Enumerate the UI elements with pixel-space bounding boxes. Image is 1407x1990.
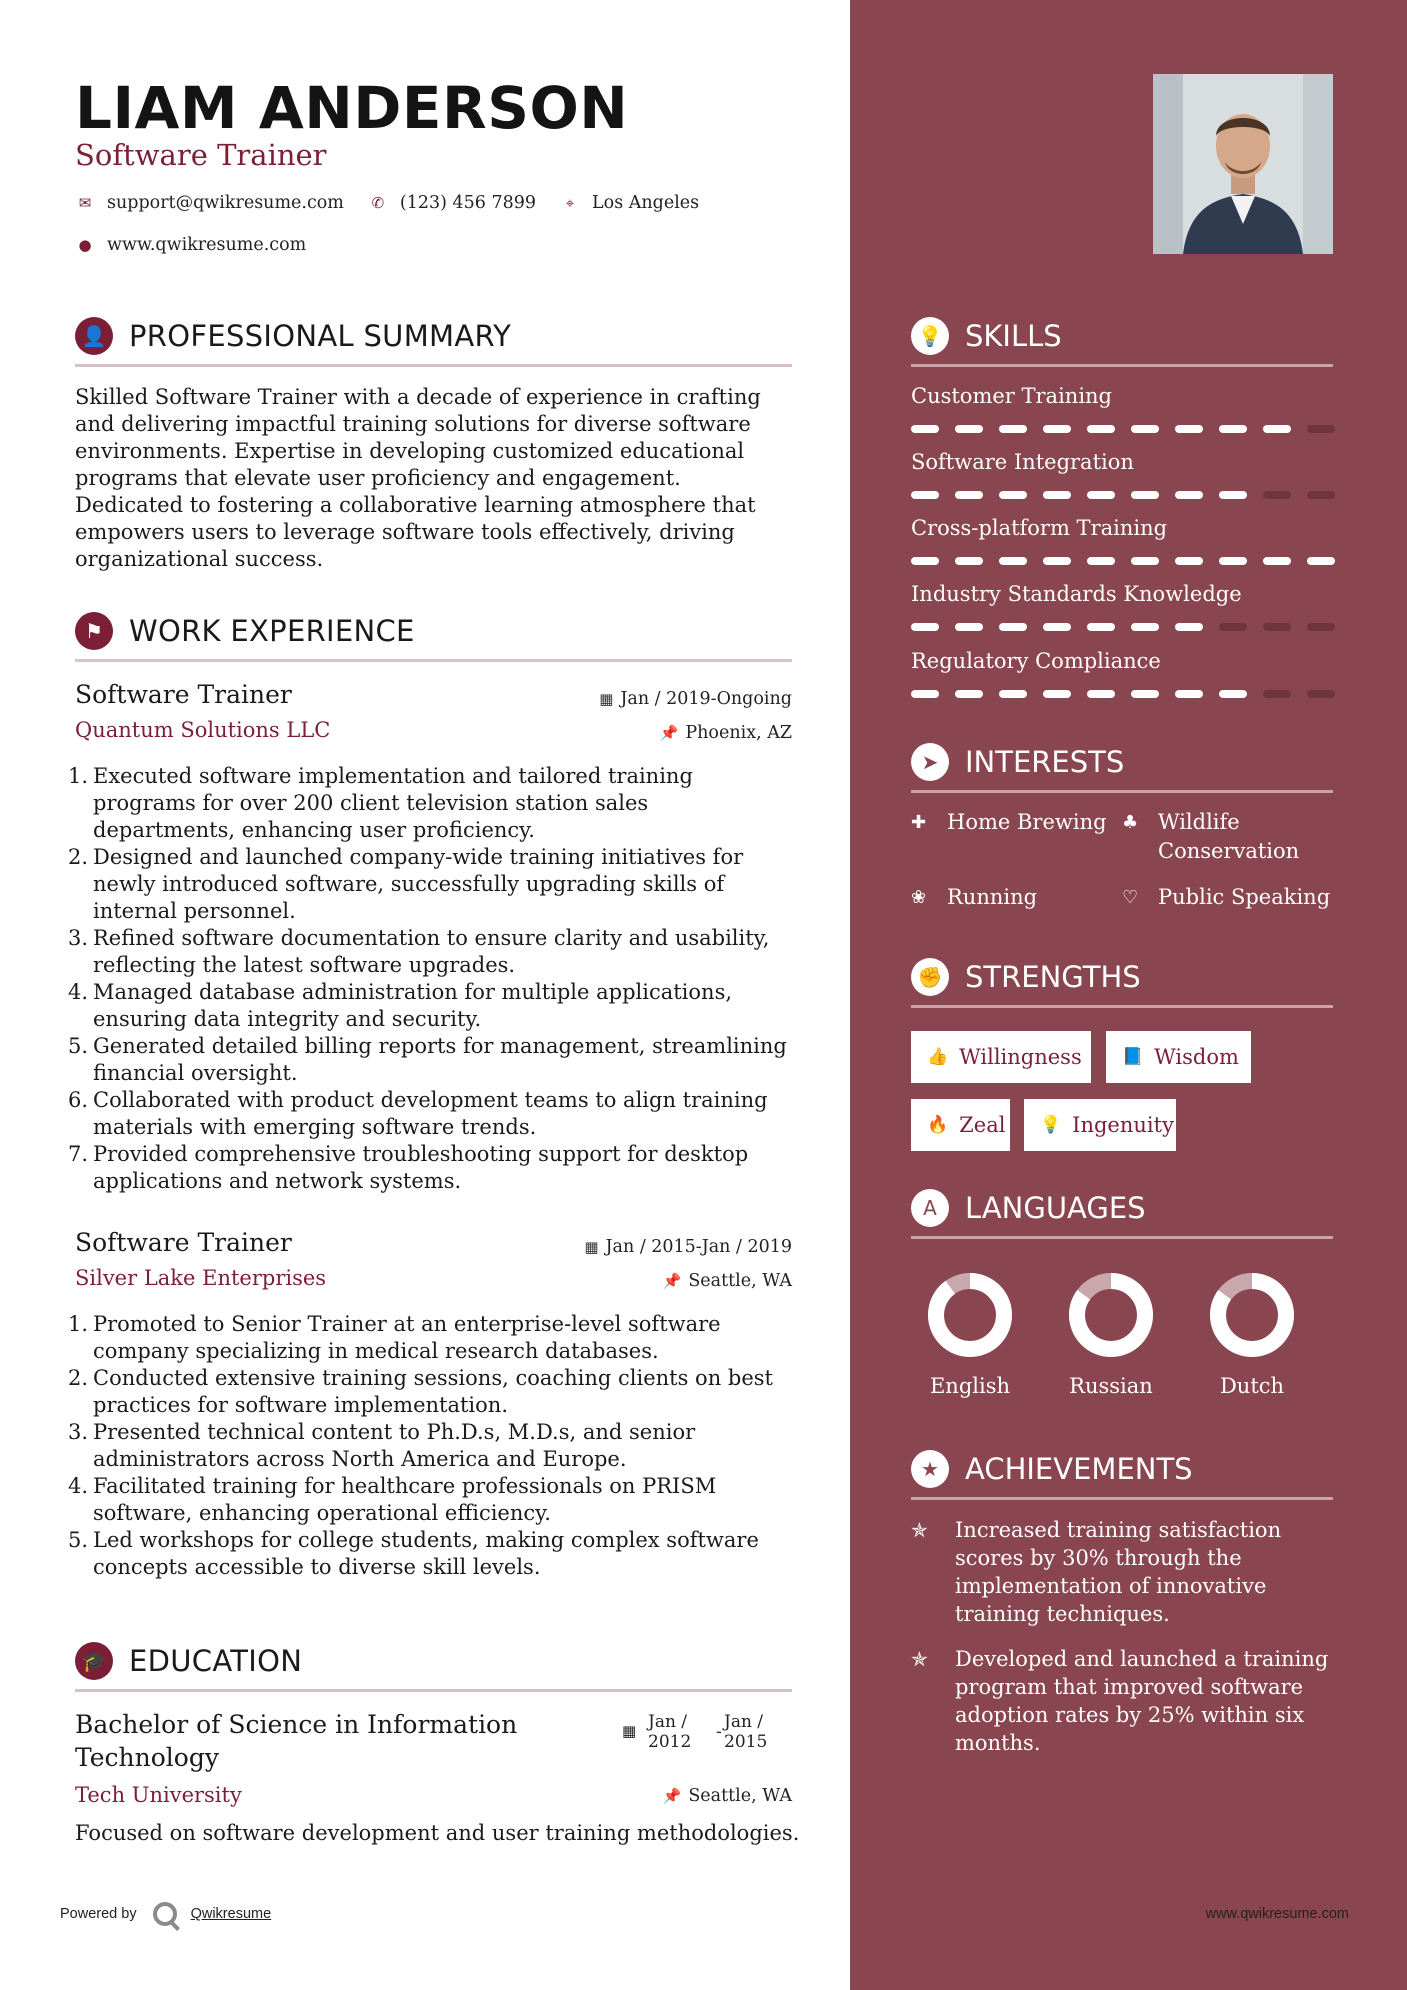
strength-chip (1106, 1031, 1251, 1083)
summary-title: PROFESSIONAL SUMMARY (129, 319, 512, 353)
achievements-title: ACHIEVEMENTS (965, 1452, 1193, 1486)
job-dates-text: Jan / 2015-Jan / 2019 (605, 1237, 792, 1257)
star-badge-icon: ★ (911, 1450, 949, 1488)
languages-heading (911, 1189, 1146, 1227)
website-link[interactable]: www.qwikresume.com (107, 235, 307, 255)
interest-item (911, 808, 1107, 837)
flame-icon: 🔥 (927, 1115, 949, 1135)
skills-title: SKILLS (965, 319, 1062, 353)
experience-rule (75, 659, 792, 662)
powered-by-text: Powered by (60, 1906, 137, 1922)
education-rule (75, 1689, 792, 1692)
skills-heading (911, 317, 1062, 355)
interest-label: Home Brewing (947, 810, 1107, 834)
skill-segment (1043, 623, 1071, 631)
achievements-rule (911, 1497, 1333, 1500)
job-bullets (68, 1311, 795, 1581)
skill-segment (1263, 491, 1291, 499)
skill-segment (1307, 491, 1335, 499)
list-item: 4. Managed database administration for multiple applications, ensuring data integrity and security. (68, 980, 733, 1031)
skill-segment (1087, 690, 1115, 698)
list-item: 2. Conducted extensive training sessions, coaching clients on best practices for software implementation. (68, 1366, 773, 1417)
skill-segment (1087, 623, 1115, 631)
strengths-rule (911, 1005, 1333, 1008)
list-item: 2. Designed and launched company-wide training initiatives for newly introduced software, successfully upgrading skills of internal personnel. (68, 845, 744, 923)
strength-label: Willingness (959, 1045, 1082, 1069)
skill-segment (911, 557, 939, 565)
list-item: 5. Led workshops for college students, making complex software concepts accessible to diverse skill levels. (68, 1528, 759, 1579)
skill-segment (1263, 425, 1291, 433)
skill-segment (1307, 557, 1335, 565)
skill-segment (1131, 623, 1159, 631)
skill-segment (1263, 557, 1291, 565)
heartbeat-icon: ♡ (1122, 887, 1139, 908)
skill-segment (911, 690, 939, 698)
skill-segment (1087, 425, 1115, 433)
profile-photo (1153, 74, 1333, 254)
list-item: 4. Facilitated training for healthcare professionals on PRISM software, enhancing operational efficiency. (68, 1474, 717, 1525)
language-label: Dutch (1219, 1374, 1285, 1398)
language-icon: A (911, 1189, 949, 1227)
achievement-text: Developed and launched a training program that improved software adoption rates by 25% within six months. (955, 1647, 1329, 1755)
chair-icon: ⚑ (75, 612, 113, 650)
skill-segment (1175, 623, 1203, 631)
skill-segment (1219, 557, 1247, 565)
strength-chip (911, 1099, 1010, 1151)
skill-segment (999, 623, 1027, 631)
skill-segment (955, 425, 983, 433)
contact-row-2 (75, 235, 306, 255)
skill-segment (1131, 491, 1159, 499)
puzzle-icon: ✚ (911, 812, 927, 833)
skill-segment (1043, 557, 1071, 565)
language-donut (928, 1273, 1012, 1357)
skill-segment (1175, 425, 1203, 433)
interest-label: Wildlife Conservation (1158, 810, 1300, 863)
tree-icon: ♣ (1122, 812, 1139, 833)
strength-label: Zeal (959, 1113, 1006, 1137)
user-icon: 👤 (75, 317, 113, 355)
pin-icon: 📌 (659, 724, 679, 742)
skill-segment (1087, 557, 1115, 565)
language-donut (1210, 1273, 1294, 1357)
skill-segment (955, 491, 983, 499)
job-dates-text: Jan / 2019-Ongoing (620, 689, 792, 709)
strength-chip (911, 1031, 1091, 1083)
skill-segment (955, 557, 983, 565)
skill-segment (999, 557, 1027, 565)
interests-heading (911, 743, 1124, 781)
language-label: English (929, 1374, 1011, 1398)
achievement-text: Increased training satisfaction scores by 30% through the implementation of innovative training techniques. (955, 1518, 1282, 1626)
shooting-star-icon: ✯ (911, 1518, 928, 1542)
phone-icon: ✆ (371, 194, 385, 212)
languages-rule (911, 1236, 1333, 1239)
achievement-item (911, 1645, 1333, 1757)
skill-segment (1263, 623, 1291, 631)
education-degree: Bachelor of Science in Information Technology (75, 1710, 518, 1772)
list-item: 3. Refined software documentation to ensure clarity and usability, reflecting the latest software upgrades. (68, 926, 770, 977)
summary-rule (75, 364, 792, 367)
footer-url[interactable]: www.qwikresume.com (1205, 1906, 1349, 1922)
skill-segment (999, 690, 1027, 698)
paper-plane-icon: ➤ (911, 743, 949, 781)
skill-bar (911, 557, 1335, 565)
skill-segment (1307, 425, 1335, 433)
job-title: Software Trainer (75, 680, 292, 709)
list-item: 7. Provided comprehensive troubleshooting support for desktop applications and network systems. (68, 1142, 749, 1193)
skill-segment (999, 425, 1027, 433)
skill-segment (1043, 491, 1071, 499)
job-location (663, 1271, 792, 1291)
list-item: 1. Promoted to Senior Trainer at an enterprise-level software company specializing in medical research databases. (68, 1312, 721, 1363)
skill-segment (1307, 623, 1335, 631)
envelope-icon: ✉ (78, 194, 92, 212)
footer-powered (60, 1902, 271, 1926)
job-location-text: Phoenix, AZ (685, 723, 792, 743)
strength-label: Wisdom (1154, 1045, 1239, 1069)
skill-segment (1131, 557, 1159, 565)
skill-segment (911, 491, 939, 499)
calendar-icon: ▦ (622, 1722, 637, 1740)
calendar-icon: ▦ (584, 1238, 599, 1256)
job-dates (599, 689, 792, 709)
skill-segment (1131, 425, 1159, 433)
person-portrait-icon (1153, 74, 1333, 254)
education-location (663, 1786, 792, 1806)
skill-segment (1175, 491, 1203, 499)
job-bullets (68, 763, 795, 1195)
email-link[interactable]: support@qwikresume.com (107, 193, 344, 213)
map-marker-icon: ⌖ (565, 194, 575, 212)
skill-bar (911, 690, 1335, 698)
skills-rule (911, 364, 1333, 367)
skill-segment (1219, 491, 1247, 499)
list-item: 5. Generated detailed billing reports for management, streamlining financial oversight. (68, 1034, 787, 1085)
strengths-heading (911, 958, 1141, 996)
education-heading (75, 1642, 302, 1680)
strength-label: Ingenuity (1072, 1113, 1174, 1137)
strength-chip (1024, 1099, 1176, 1151)
phone-text: (123) 456 7899 (399, 193, 537, 213)
graduate-icon: 🎓 (75, 1642, 113, 1680)
book-icon: 📘 (1122, 1047, 1144, 1067)
achievements-heading (911, 1450, 1193, 1488)
skill-segment (955, 690, 983, 698)
job-company: Silver Lake Enterprises (75, 1266, 327, 1290)
skill-segment (1263, 690, 1291, 698)
education-location-text: Seattle, WA (688, 1786, 792, 1806)
skill-segment (1307, 690, 1335, 698)
candidate-role: Software Trainer (75, 138, 327, 172)
skill-label: Cross-platform Training (911, 516, 1168, 540)
skill-segment (1131, 690, 1159, 698)
qwikresume-logo-icon (153, 1902, 177, 1926)
interest-item (1122, 883, 1330, 912)
contact-row-1 (75, 193, 699, 213)
skill-segment (1219, 623, 1247, 631)
job-location-text: Seattle, WA (688, 1271, 792, 1291)
education-school: Tech University (75, 1783, 242, 1807)
paw-icon: ❀ (911, 887, 927, 908)
experience-heading (75, 612, 415, 650)
interest-item (1122, 808, 1299, 866)
skill-bar (911, 425, 1335, 433)
language-donut (1069, 1273, 1153, 1357)
job-location (660, 723, 792, 743)
interest-item (911, 883, 1037, 912)
experience-title: WORK EXPERIENCE (129, 614, 415, 648)
lightbulb-icon: 💡 (1040, 1115, 1062, 1135)
skill-bar (911, 623, 1335, 631)
skill-segment (1043, 425, 1071, 433)
skill-segment (1175, 690, 1203, 698)
skill-segment (911, 425, 939, 433)
location-text: Los Angeles (592, 193, 700, 213)
strengths-title: STRENGTHS (965, 960, 1141, 994)
skill-segment (1175, 557, 1203, 565)
calendar-icon: ▦ (599, 690, 614, 708)
skill-segment (999, 491, 1027, 499)
list-item: 1. Executed software implementation and tailored training programs for over 200 client television station sales departments, enhancing user proficiency. (68, 764, 693, 842)
skill-label: Customer Training (911, 384, 1112, 408)
achievement-item (911, 1516, 1333, 1628)
summary-heading (75, 317, 511, 355)
skill-segment (1219, 690, 1247, 698)
job-dates (584, 1237, 792, 1257)
candidate-name: LIAM ANDERSON (75, 74, 629, 142)
education-date-end: Jan / 2015 (724, 1712, 768, 1752)
globe-icon: ● (78, 236, 92, 254)
interests-rule (911, 790, 1333, 793)
summary-text: Skilled Software Trainer with a decade of experience in crafting and delivering impactful training solutions for diverse software environments. Expertise in developing customized educational programs that elevate user proficiency and engagement. Dedicated to fostering a collaborative learning atmosphere that empowers users to leverage software tools effectively, driving organizational success. (75, 385, 761, 571)
interest-label: Public Speaking (1158, 885, 1331, 909)
language-label: Russian (1069, 1374, 1153, 1398)
fist-icon: ✊ (911, 958, 949, 996)
donut-fill (936, 1281, 1004, 1349)
skill-label: Software Integration (911, 450, 1134, 474)
interests-title: INTERESTS (965, 745, 1125, 779)
education-description: Focused on software development and user training methodologies. (75, 1821, 800, 1845)
skill-segment (1219, 425, 1247, 433)
skill-bar (911, 491, 1335, 499)
list-item: 6. Collaborated with product development teams to align training materials with emerging software trends. (68, 1088, 768, 1139)
education-date-dash: - (716, 1722, 722, 1742)
languages-title: LANGUAGES (965, 1191, 1146, 1225)
skill-segment (911, 623, 939, 631)
education-date-start: Jan / 2012 (648, 1712, 692, 1752)
job-company: Quantum Solutions LLC (75, 718, 331, 742)
lightbulb-icon: 💡 (911, 317, 949, 355)
shooting-star-icon: ✯ (911, 1647, 928, 1671)
pin-icon: 📌 (662, 1272, 682, 1290)
skill-label: Regulatory Compliance (911, 649, 1161, 673)
skill-segment (955, 623, 983, 631)
brand-link[interactable]: Qwikresume (190, 1906, 272, 1922)
skill-label: Industry Standards Knowledge (911, 582, 1242, 606)
list-item: 3. Presented technical content to Ph.D.s, M.D.s, and senior administrators across North America and Europe. (68, 1420, 696, 1471)
thumbs-up-icon: 👍 (927, 1047, 949, 1067)
skill-segment (1087, 491, 1115, 499)
interest-label: Running (947, 885, 1038, 909)
job-title: Software Trainer (75, 1228, 292, 1257)
skill-segment (1043, 690, 1071, 698)
education-title: EDUCATION (129, 1644, 303, 1678)
pin-icon: 📌 (662, 1787, 682, 1805)
